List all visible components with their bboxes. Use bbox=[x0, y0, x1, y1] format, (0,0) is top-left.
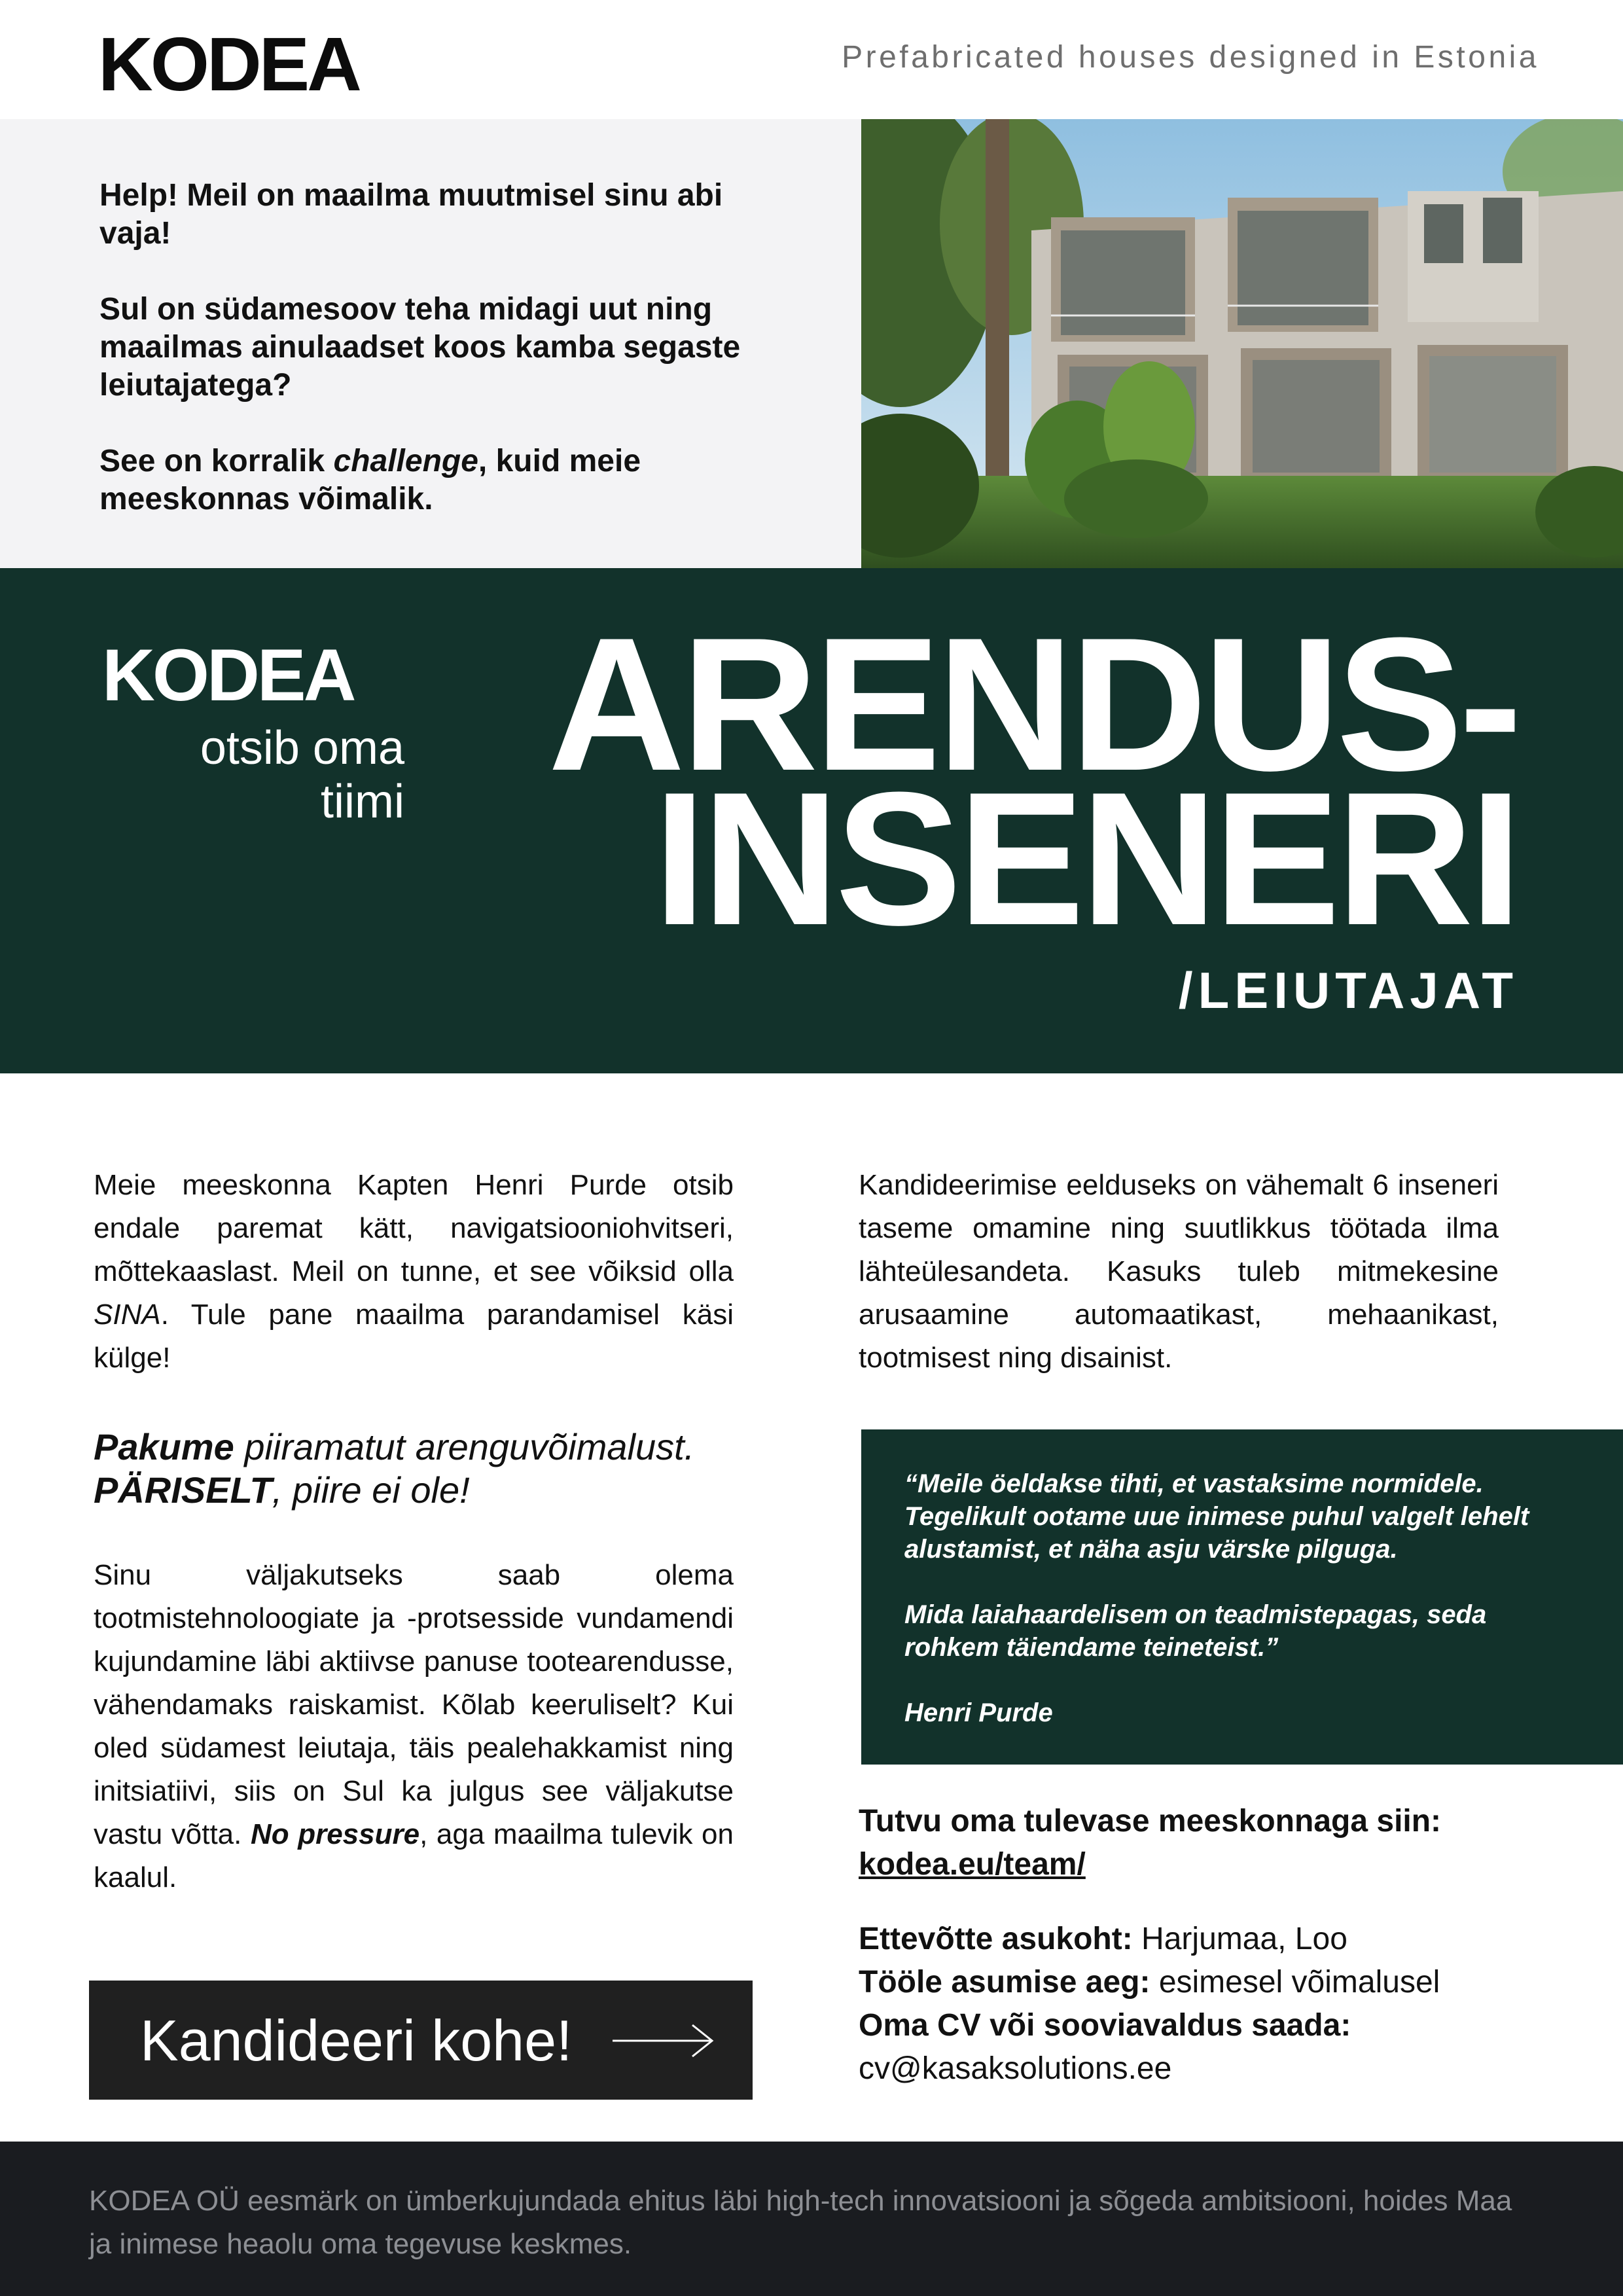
left-paragraph-1-em: SINA bbox=[94, 1299, 161, 1331]
hero-title-line-1: ARENDUS- bbox=[548, 598, 1518, 810]
footer-text: KODEA OÜ eesmärk on ümberkujundada ehitus läbi high-tech innovatsiooni ja sõgeda ambitsiooni, hoides Maa ja inimese heaolu oma tegevuse keskmes. bbox=[89, 2185, 1512, 2260]
cv-email[interactable]: cv@kasaksolutions.ee bbox=[859, 2051, 1172, 2086]
intro-line-2: Sul on südamesoov teha midagi uut ning maailmas ainulaadset koos kamba segaste leiutajatega? bbox=[99, 292, 741, 403]
intro-text bbox=[99, 177, 780, 556]
hero-title-line-2: INSENERI bbox=[653, 753, 1518, 965]
quote-paragraph-1: “Meile öeldakse tihti, et vastaksime normidele. Tegelikult ootame uue inimese puhul valgelt lehelt alustamist, et näha asju värske pilguga. bbox=[904, 1469, 1529, 1564]
location-row bbox=[859, 1918, 1578, 1961]
offer-rest-2: , piire ei ole! bbox=[272, 1469, 470, 1511]
right-column bbox=[859, 1164, 1499, 1380]
header-tagline: Prefabricated houses designed in Estonia bbox=[842, 40, 1539, 75]
offer-statement bbox=[94, 1426, 734, 1512]
left-paragraph-2-em: No pressure bbox=[250, 1818, 420, 1850]
apply-button[interactable] bbox=[89, 1981, 753, 2100]
location-label: Ettevõtte asukoht: bbox=[859, 1922, 1133, 1956]
kodea-logo: KODEA bbox=[98, 22, 359, 107]
arrow-right-icon bbox=[611, 2020, 716, 2062]
hero-banner bbox=[0, 568, 1623, 1073]
quote-text bbox=[904, 1467, 1572, 1762]
intro-line-3 bbox=[99, 442, 780, 518]
left-paragraph-1 bbox=[94, 1164, 734, 1380]
hero-role: /LEIUTAJAT bbox=[1178, 961, 1518, 1019]
left-paragraph-1-post: . Tule pane maailma parandamisel käsi külge! bbox=[94, 1299, 734, 1374]
hero-subtitle bbox=[98, 721, 404, 829]
page-footer bbox=[0, 2142, 1623, 2296]
hero-logo: KODEA bbox=[102, 634, 354, 716]
hero-title bbox=[548, 598, 1518, 965]
left-column bbox=[94, 1164, 734, 1899]
team-section bbox=[859, 1800, 1578, 1886]
offer-bold-2: PÄRISELT bbox=[94, 1469, 272, 1511]
start-row bbox=[859, 1961, 1578, 2004]
hero-subtitle-line-1: otsib oma bbox=[200, 722, 404, 774]
start-value: esimesel võimalusel bbox=[1150, 1965, 1440, 2000]
quote-author: Henri Purde bbox=[904, 1698, 1053, 1727]
offer-rest-1: piiramatut arenguvõimalust. bbox=[234, 1426, 695, 1467]
intro-line-3-post: , kuid meie meeskonnas võimalik. bbox=[99, 444, 641, 516]
page-header bbox=[0, 0, 1623, 119]
location-value: Harjumaa, Loo bbox=[1132, 1922, 1347, 1956]
offer-bold-1: Pakume bbox=[94, 1426, 234, 1467]
cv-label: Oma CV või sooviavaldus saada: bbox=[859, 2008, 1351, 2043]
job-facts bbox=[859, 1918, 1578, 2090]
left-paragraph-2 bbox=[94, 1554, 734, 1899]
apply-button-label: Kandideeri kohe! bbox=[140, 2008, 573, 2073]
quote-paragraph-2: Mida laiahaardelisem on teadmistepagas, seda rohkem täiendame teineteist.” bbox=[904, 1600, 1487, 1662]
house-photo bbox=[861, 119, 1623, 568]
start-label: Tööle asumise aeg: bbox=[859, 1965, 1150, 2000]
intro-line-1: Help! Meil on maailma muutmisel sinu abi vaja! bbox=[99, 178, 723, 251]
cv-row bbox=[859, 2004, 1578, 2047]
intro-line-3-pre: See on korralik bbox=[99, 444, 334, 478]
hero-subtitle-line-2: tiimi bbox=[321, 776, 404, 828]
requirements-paragraph: Kandideerimise eelduseks on vähemalt 6 inseneri taseme omamine ning suutlikkus töötada ilma lähteülesandeta. Kasuks tuleb mitmekesine arusaamine automaatikast, mehaanikast, tootmisest ning disainist. bbox=[859, 1169, 1499, 1374]
intro-panel bbox=[0, 119, 861, 568]
team-label: Tutvu oma tulevase meeskonnaga siin: bbox=[859, 1804, 1442, 1839]
team-link[interactable]: kodea.eu/team/ bbox=[859, 1847, 1086, 1882]
quote-box bbox=[861, 1429, 1623, 1765]
left-paragraph-1-pre: Meie meeskonna Kapten Henri Purde otsib endale paremat kätt, navigatsiooniohvitseri, mõttekaaslast. Meil on tunne, et see võiksid olla bbox=[94, 1169, 734, 1287]
left-paragraph-2-post: , aga maailma tulevik on kaalul. bbox=[94, 1818, 734, 1893]
intro-line-3-em: challenge bbox=[333, 444, 478, 478]
left-paragraph-2-pre: Sinu väljakutseks saab olema tootmistehnoloogiate ja -protsesside vundamendi kujundamine läbi aktiivse panuse tootearendusse, vähendamaks raiskamist. Kõlab keeruliselt? Kui oled südamest leiutaja, täis pealehakkamist ning initsiatiivi, siis on Sul ka julgus see väljakutse vastu võtta. bbox=[94, 1559, 734, 1850]
house-illustration bbox=[861, 119, 1623, 568]
